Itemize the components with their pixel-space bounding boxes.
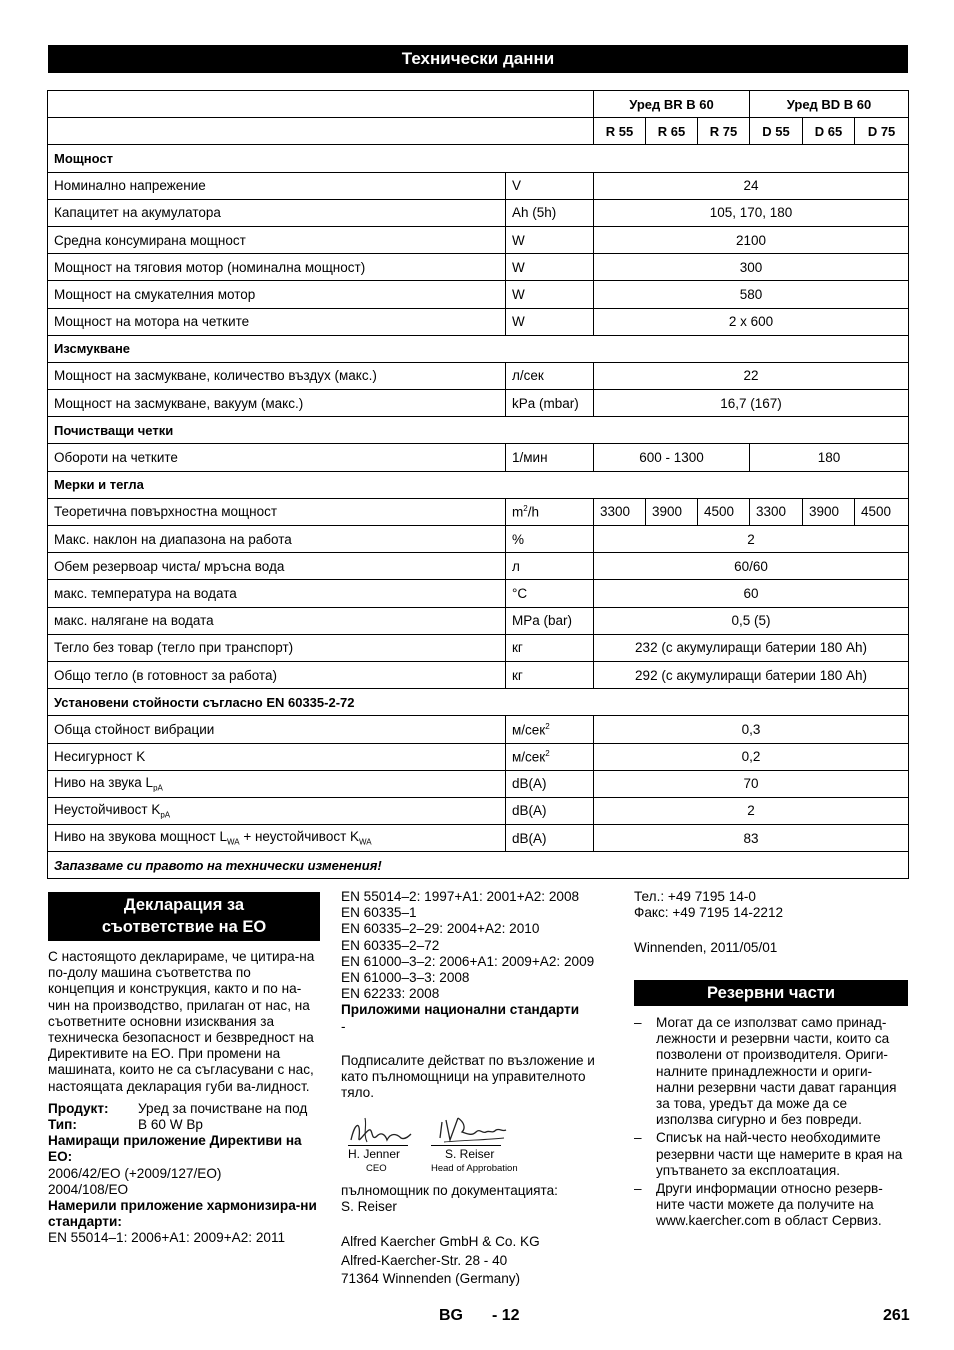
row-value: 16,7 (167) xyxy=(594,390,909,417)
row-value: 2 xyxy=(594,526,909,553)
row-label: Ниво на звукова мощност $L_{WA}$ + неустойчивост $K_{WA}$ xyxy=(48,825,506,852)
section-heading: Мощност xyxy=(48,145,909,172)
row-label: Неустойчивост $K_{pA}$ xyxy=(48,797,506,824)
table-row xyxy=(48,498,909,525)
row-label: Общо тегло (в готовност за работа) xyxy=(48,661,506,688)
directive-item: 2006/42/ЕО (+2009/127/ЕО) xyxy=(48,1165,222,1181)
product-line: Продукт: Уред за почистване на под xyxy=(48,1100,308,1116)
row-value: 0,3 xyxy=(594,716,909,743)
list-item: – Могат да се използват само принад-лежности и резервни части, които са позволени от производителя. Ориги-налните принадлежности и ориги-нални резервни части дават гаранция за това, уредът да може да се използва сигурно и без повреди. xyxy=(634,1015,908,1128)
declaration-intro: С настоящото декларираме, че цитира-на по-долу машина съответства по концепция и конструкция, както и по на-чин на производство, прилаган от нас, на съответните основни изисквания за техническа безопасност и безвредност на Директивите на ЕО. При промени на машината, които не са съгласувани с нас, настоящата декларация губи ва-лидност. xyxy=(48,949,315,1094)
signatories-text: Подписалите действат по възложение и като пълномощници на управителното тяло. xyxy=(341,1052,595,1101)
row-value: 3300 xyxy=(750,498,803,525)
spare-parts-list xyxy=(634,1015,908,1232)
row-value: 83 xyxy=(594,825,909,852)
standard-item: EN 62233: 2008 xyxy=(341,986,440,1002)
row-label: Мощност на тяговия мотор (номинална мощност) xyxy=(48,254,506,281)
section-heading: Установени стойности съгласно EN 60335-2-72 xyxy=(48,689,909,716)
standard-item: EN 61000–3–2: 2006+A1: 2009+A2: 2009 xyxy=(341,953,595,969)
row-unit: $m^2/h$ xyxy=(506,498,594,525)
section-heading: Изсмукване xyxy=(48,335,909,362)
row-unit: dB(A) xyxy=(506,770,594,797)
row-value: 2 x 600 xyxy=(594,308,909,335)
row-label: Тегло без товар (тегло при транспорт) xyxy=(48,634,506,661)
harmonized-label: Намерили приложение хармонизира-ни стандарти: xyxy=(48,1198,317,1230)
signature-reiser-icon xyxy=(436,1114,508,1146)
company-street: Alfred-Kaercher-Str. 28 - 40 xyxy=(341,1252,508,1268)
row-label: Обща стойност вибрации xyxy=(48,716,506,743)
row-value: 4500 xyxy=(855,498,909,525)
footer-section-page: - 12 xyxy=(492,1307,520,1324)
row-label: Ниво на звука $L_{pA}$ xyxy=(48,770,506,797)
table-header-row xyxy=(48,91,909,118)
row-value: 580 xyxy=(594,281,909,308)
row-label: Обем резервоар чиста/ мръсна вода xyxy=(48,553,506,580)
row-unit: м/сек$^2$ xyxy=(506,743,594,770)
list-item: – Списък на най-често необходимите резервни части ще намерите в края на упътването за експлоатация. xyxy=(634,1130,908,1179)
table-row xyxy=(48,226,909,253)
row-label: Несигурност K xyxy=(48,743,506,770)
row-value: 3900 xyxy=(646,498,698,525)
right-column xyxy=(634,889,908,957)
group-bd-header: Уред BD B 60 xyxy=(750,91,909,118)
row-label: Мощност на засмукване, вакуум (макс.) xyxy=(48,390,506,417)
model-header: R 65 xyxy=(646,118,698,145)
row-value: 24 xyxy=(594,172,909,199)
row-unit: dB(A) xyxy=(506,797,594,824)
model-header: D 65 xyxy=(803,118,855,145)
row-unit: % xyxy=(506,526,594,553)
place-date: Winnenden, 2011/05/01 xyxy=(634,940,778,956)
table-row xyxy=(48,580,909,607)
spare-parts-heading: Резервни части xyxy=(634,980,908,1006)
row-label: Макс. наклон на диапазона на работа xyxy=(48,526,506,553)
row-value-bd: 180 xyxy=(750,444,909,471)
standard-item: EN 60335–1 xyxy=(341,905,417,921)
row-value: 60/60 xyxy=(594,553,909,580)
table-row xyxy=(48,172,909,199)
row-value: 292 (с акумулиращи батерии 180 Ah) xyxy=(594,661,909,688)
row-unit: л xyxy=(506,553,594,580)
row-value: 0,2 xyxy=(594,743,909,770)
row-value: 70 xyxy=(594,770,909,797)
declaration-column xyxy=(48,892,320,1247)
row-value: 300 xyxy=(594,254,909,281)
model-header: D 75 xyxy=(855,118,909,145)
row-label: Мощност на засмукване, количество въздух (макс.) xyxy=(48,362,506,389)
table-row xyxy=(48,526,909,553)
footer-language: BG xyxy=(439,1307,463,1324)
table-row xyxy=(48,553,909,580)
row-value: 0,5 (5) xyxy=(594,607,909,634)
row-unit: MPa (bar) xyxy=(506,607,594,634)
footer-page-number: 261 xyxy=(883,1307,910,1324)
page-title: Технически данни xyxy=(48,45,908,73)
row-unit: W xyxy=(506,308,594,335)
signatory-2: S. Reiser Head of Approbation xyxy=(431,1147,518,1174)
row-unit: kPa (mbar) xyxy=(506,390,594,417)
model-header: R 75 xyxy=(698,118,750,145)
standard-item: EN 60335–2–29: 2004+A2: 2010 xyxy=(341,921,540,937)
row-label: Средна консумирана мощност xyxy=(48,226,506,253)
table-row xyxy=(48,308,909,335)
row-unit: °C xyxy=(506,580,594,607)
table-row xyxy=(48,797,909,824)
row-value: 105, 170, 180 xyxy=(594,199,909,226)
company-name: Alfred Kaercher GmbH & Co. KG xyxy=(341,1234,540,1250)
row-label: Капацитет на акумулатора xyxy=(48,199,506,226)
model-header-row xyxy=(48,118,909,145)
row-value: 60 xyxy=(594,580,909,607)
table-row xyxy=(48,390,909,417)
row-label: макс. температура на водата xyxy=(48,580,506,607)
table-row xyxy=(48,716,909,743)
table-row xyxy=(48,634,909,661)
doc-rep-name: S. Reiser xyxy=(341,1199,397,1215)
phone: Тел.: +49 7195 14-0 xyxy=(634,889,756,904)
table-footnote: Запазваме си правото на технически изменения! xyxy=(48,852,909,879)
row-value: 2 xyxy=(594,797,909,824)
table-row xyxy=(48,362,909,389)
row-unit: V xyxy=(506,172,594,199)
section-heading: Мерки и тегла xyxy=(48,471,909,498)
row-unit: м/сек$^2$ xyxy=(506,716,594,743)
row-value: 3300 xyxy=(594,498,646,525)
table-row xyxy=(48,199,909,226)
table-row xyxy=(48,743,909,770)
table-row xyxy=(48,770,909,797)
standard-item: EN 61000–3–3: 2008 xyxy=(341,970,470,986)
company-city: 71364 Winnenden (Germany) xyxy=(341,1270,521,1286)
standard-item: EN 60335–2–72 xyxy=(341,937,440,953)
row-label: макс. налягане на водата xyxy=(48,607,506,634)
table-row xyxy=(48,607,909,634)
middle-column xyxy=(341,889,616,1101)
national-standards-label: Приложими национални стандарти xyxy=(341,1002,580,1018)
signatory-1: H. Jenner CEO xyxy=(348,1145,408,1174)
row-value: 232 (с акумулиращи батерии 180 Ah) xyxy=(594,634,909,661)
row-unit: л/сек xyxy=(506,362,594,389)
table-row xyxy=(48,825,909,852)
table-row xyxy=(48,444,909,471)
row-label: Теоретична повърхностна мощност xyxy=(48,498,506,525)
row-unit: Ah (5h) xyxy=(506,199,594,226)
row-value: 2100 xyxy=(594,226,909,253)
row-unit: W xyxy=(506,254,594,281)
model-header: R 55 xyxy=(594,118,646,145)
list-item: – Други информации относно резерв-ните части можете да получите на www.kaercher.com в област Сервиз. xyxy=(634,1181,908,1230)
doc-rep-label: пълномощник по документацията: xyxy=(341,1183,558,1198)
national-standards-value: - xyxy=(341,1018,346,1034)
type-line: Тип: B 60 W Bp xyxy=(48,1117,203,1133)
row-value: 3900 xyxy=(803,498,855,525)
row-unit: кг xyxy=(506,661,594,688)
table-row xyxy=(48,281,909,308)
directives-label: Намиращи приложение Директиви на ЕО: xyxy=(48,1133,302,1165)
directive-item: 2004/108/ЕО xyxy=(48,1181,129,1197)
section-heading: Почистващи четки xyxy=(48,417,909,444)
row-value-br: 600 - 1300 xyxy=(594,444,750,471)
row-value: 4500 xyxy=(698,498,750,525)
row-unit: W xyxy=(506,226,594,253)
model-header: D 55 xyxy=(750,118,803,145)
row-label: Мощност на смукателния мотор xyxy=(48,281,506,308)
row-label: Мощност на мотора на четките xyxy=(48,308,506,335)
table-row xyxy=(48,661,909,688)
row-label: Номинално напрежение xyxy=(48,172,506,199)
group-br-header: Уред BR B 60 xyxy=(594,91,750,118)
declaration-heading: Декларация за съответствие на ЕО xyxy=(48,892,320,941)
row-unit: 1/мин xyxy=(506,444,594,471)
row-unit: dB(A) xyxy=(506,825,594,852)
row-unit: кг xyxy=(506,634,594,661)
row-label: Обороти на четките xyxy=(48,444,506,471)
standard-item: EN 55014–1: 2006+A1: 2009+A2: 2011 xyxy=(48,1230,286,1246)
row-unit: W xyxy=(506,281,594,308)
row-value: 22 xyxy=(594,362,909,389)
tech-data-table xyxy=(47,90,909,879)
company-info xyxy=(341,1183,616,1287)
table-row xyxy=(48,254,909,281)
standard-item: EN 55014–2: 1997+A1: 2001+A2: 2008 xyxy=(341,889,580,904)
fax: Факс: +49 7195 14-2212 xyxy=(634,905,784,921)
